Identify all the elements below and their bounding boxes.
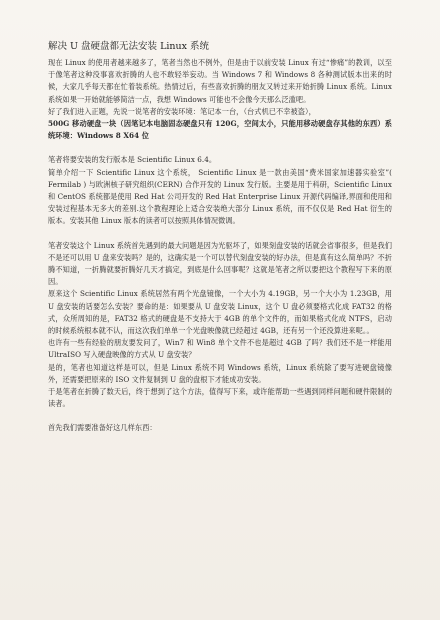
paragraph-question: 也许有一些有经验的朋友要发问了，Win7 和 Win8 单个文件不也是超过 4GB 了吗？我们还不是一样能用 UltraISO 写入硬盘映像的方式从 U 盘安装？ [48,338,392,360]
spacer [48,142,392,154]
paragraph-scientific-linux: 简单介绍一下 Scientific Linux 这个系统， Scientific Linux 是一款由美国“费米国家加速器实验室”( Fermilab ) 与欧洲核子研究组织(CERN) 合作开发的 Linux 发行版。主要是用于科研，Scientific Linux 和 CentOS 系统都是使用 Red Hat 公司开发的 Red Hat Enterprise Linux 开源代码编译,界面和使用和安装过程基本无多大的差别.这个教程理论上适合安装绝大部分 Linux 系统，而不仅仅是 Red Hat 衍生的版本。安装其他 Linux 版本的读者可以按照具体情况微调。 [48,167,392,226]
paragraph-intro: 现在 Linux 的使用者越来越多了，笔者当然也不例外，但是由于以前安装 Linux 有过“惨痛”的教训，以至于像笔者这种没事喜欢折腾的人也不敢轻举妄动。当 Windows 7 和 Windows 8 各种测试版本出来的时候，大家几乎每天都在忙着装系统。热情过后，有些喜欢折腾的朋友又转过来开始折腾 Linux 系统。Linux 系统如果一开始就能够简洁一点，我想 Windows 可能也不会像今天那么泛滥吧。 [48,58,392,104]
paragraph-iso-size: 原来这个 Scientific Linux 系统居然有两个光盘镜像，一个大小为 4.19GB，另一个大小为 1.23GB，用 U 盘安装的话要怎么安装？要命的是：如果要从 U 盘安装 Linux，这个 U 盘必须要格式化成 FAT32 的格式，众所周知的是，FAT32 格式的硬盘是不支持大于 4GB 的单个文件的，而如果格式化成 NTFS，启动的时候系统根本就不认，而这次我们单单一个光盘映像就已经超过 4GB，还有另一个还没算进来呢。。 [48,289,392,336]
paragraph-method: 于是笔者在折腾了数天后，终于想到了这个方法，值得写下来，或许能帮助一些遇到同样问题和硬件限制的读者。 [48,387,392,409]
paragraph-prepare: 首先我们需要准备好这几样东西： [48,423,157,433]
paragraph-environment-1: 好了我们进入正题，先说一说笔者的安装环境：笔记本一台，（台式机已不幸被盗）， [48,106,316,116]
spacer [48,410,392,422]
paragraph-problem: 笔者安装这个 Linux 系统首先遇到的最大问题是因为光驱坏了，如果刻盘安装的话就会省事很多，但是我们不是还可以用 U 盘来安装吗？是的，这确实是一个可以替代刻盘安装的好办法，但是真有这么简单吗？不折腾不知道，一折腾就要折腾好几天才搞定，到底是什么回事呢？这就是笔者之所以要把这个教程写下来的原因。 [48,240,392,287]
spacer [48,228,392,240]
paragraph-distro: 笔者将要安装的发行版本是 Scientific Linux 6.4。 [48,155,217,165]
paragraph-environment-2: 500G 移动硬盘一块（因笔记本电脑固态硬盘只有 120G，空间太小，只能用移动硬盘存其他的东西）系统环境：Windows 8 X64 位 [48,119,392,141]
document-title: 解决 U 盘硬盘都无法安装 Linux 系统 [48,41,210,52]
paragraph-answer: 是的，笔者也知道这样是可以，但是 Linux 系统不同 Windows 系统，Linux 系统除了要写进硬盘镜像外，还需要把原来的 ISO 文件复制到 U 盘的盘根下才能成功安装。 [48,362,392,384]
